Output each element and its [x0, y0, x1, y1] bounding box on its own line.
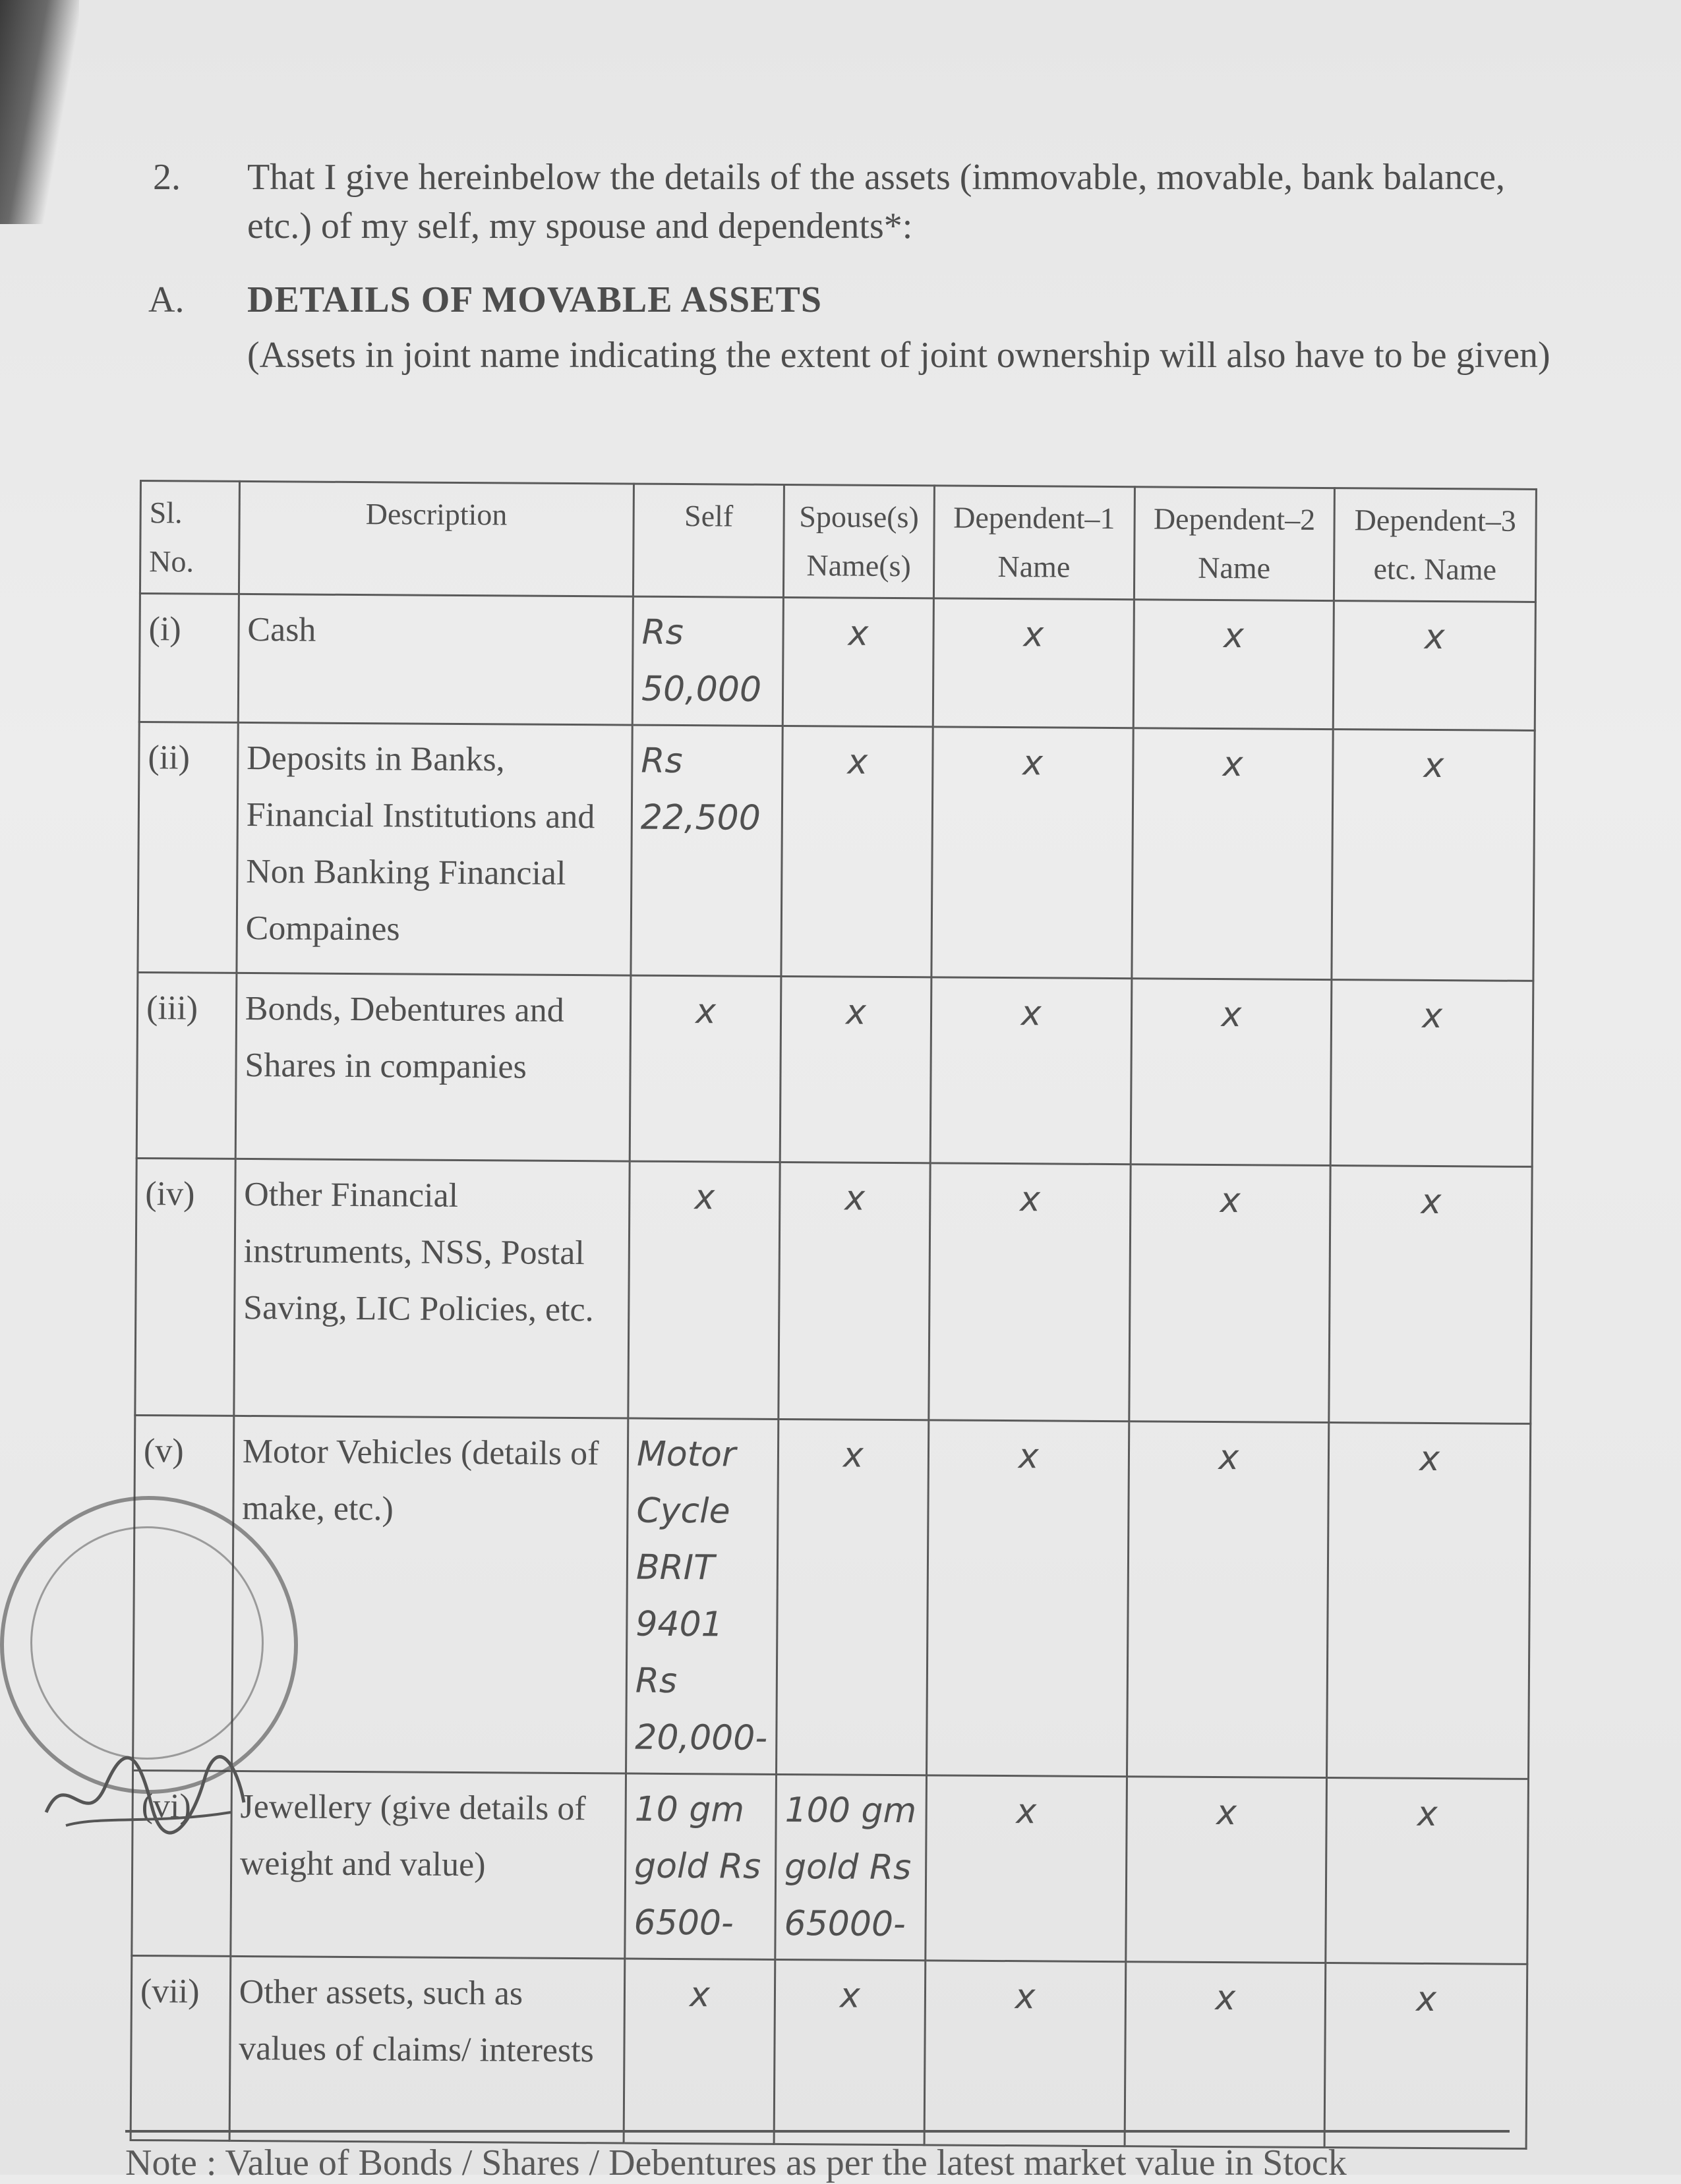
- cell-dependent-2: x: [1125, 1962, 1326, 2148]
- cell-dependent-3: x: [1333, 601, 1535, 731]
- column-header-dependent-2: Dependent–2 Name: [1134, 487, 1335, 601]
- cell-spouse: x: [779, 1162, 930, 1420]
- row-description: Other assets, such as values of claims/ interests: [229, 1956, 625, 2143]
- row-sl-no: (ii): [138, 722, 238, 973]
- cell-self: Motor Cycle BRIT 9401 Rs 20,000-: [626, 1418, 779, 1774]
- notary-signature: [40, 1740, 251, 1839]
- table-row: [138, 722, 1535, 981]
- table-row: [135, 1158, 1532, 1423]
- column-header-dependent-3: Dependent–3 etc. Name: [1334, 488, 1537, 602]
- notary-stamp-inner-ring: [30, 1526, 264, 1760]
- footnote-rule: [125, 2130, 1510, 2133]
- cell-dependent-1: x: [926, 1775, 1127, 1962]
- cell-self: x: [630, 975, 781, 1162]
- table-row: [131, 1955, 1527, 2148]
- cell-dependent-2: x: [1129, 1164, 1330, 1423]
- cell-dependent-2: x: [1131, 728, 1333, 980]
- cell-dependent-3: x: [1329, 1166, 1532, 1424]
- paragraph-number: 2.: [153, 157, 181, 198]
- table-row: [136, 972, 1533, 1166]
- row-description: Other Financial instruments, NSS, Postal Saving, LIC Policies, etc.: [234, 1159, 630, 1418]
- table-header-row: [140, 481, 1536, 602]
- cell-dependent-1: x: [924, 1961, 1125, 2146]
- table-row: [132, 1770, 1529, 1964]
- cell-spouse: x: [777, 1419, 929, 1775]
- row-sl-no: (iii): [136, 972, 237, 1159]
- cell-spouse: x: [781, 726, 933, 977]
- paragraph-text: That I give hereinbelow the details of the assets (immovable, movable, bank balance, etc.) of my self, my spouse and dependents*:: [247, 157, 1506, 246]
- cell-spouse: x: [782, 597, 933, 726]
- column-header-sl-no: Sl. No.: [140, 481, 239, 594]
- column-header-self: Self: [633, 484, 784, 597]
- cell-spouse: x: [774, 1959, 926, 2144]
- row-description: Cash: [238, 594, 633, 725]
- cell-dependent-1: x: [929, 1163, 1131, 1422]
- scan-corner-shadow: [0, 0, 79, 224]
- table-row: [133, 1415, 1531, 1779]
- cell-dependent-1: x: [931, 727, 1133, 979]
- row-description: Jewellery (give details of weight and value): [231, 1771, 626, 1959]
- cell-dependent-3: x: [1326, 1778, 1528, 1965]
- cell-dependent-2: x: [1131, 979, 1332, 1166]
- row-sl-no: (iv): [135, 1158, 235, 1416]
- row-sl-no: (v): [133, 1415, 234, 1771]
- cell-dependent-3: x: [1324, 1963, 1527, 2149]
- cell-dependent-3: x: [1330, 980, 1533, 1167]
- cell-self: Rs 50,000: [632, 596, 783, 726]
- row-sl-no: (vii): [131, 1955, 231, 2141]
- cell-dependent-1: x: [930, 977, 1131, 1164]
- column-header-dependent-1: Dependent–1 Name: [933, 486, 1135, 600]
- column-header-spouse: Spouse(s) Name(s): [783, 484, 934, 598]
- cell-dependent-2: x: [1127, 1422, 1329, 1778]
- movable-assets-table: [130, 480, 1537, 2150]
- section-letter: A.: [148, 279, 185, 320]
- table-row: [139, 594, 1535, 731]
- section-note: (Assets in joint name indicating the extent of joint ownership will also have to be given): [247, 335, 1550, 376]
- cell-dependent-2: x: [1125, 1777, 1326, 1963]
- row-description: Bonds, Debentures and Shares in companies: [235, 973, 631, 1161]
- cell-spouse: x: [780, 976, 931, 1163]
- column-header-description: Description: [239, 481, 634, 596]
- footnote-text: Note : Value of Bonds / Shares / Debentures as per the latest market value in Stock: [125, 2142, 1347, 2183]
- cell-dependent-3: x: [1327, 1423, 1531, 1779]
- cell-self: Rs 22,500: [631, 725, 782, 976]
- cell-dependent-1: x: [926, 1420, 1129, 1777]
- row-description: Motor Vehicles (details of make, etc.): [231, 1416, 628, 1773]
- section-title: DETAILS OF MOVABLE ASSETS: [247, 279, 823, 320]
- row-sl-no: (i): [139, 594, 239, 723]
- cell-self: x: [628, 1161, 780, 1419]
- row-sl-no: (vi): [132, 1770, 232, 1956]
- cell-spouse: 100 gm gold Rs 65000-: [775, 1774, 927, 1960]
- cell-dependent-2: x: [1133, 600, 1334, 730]
- cell-dependent-3: x: [1332, 730, 1535, 981]
- row-description: Deposits in Banks, Financial Institutions and Non Banking Financial Compaines: [237, 722, 633, 975]
- cell-self: x: [624, 1959, 775, 2144]
- cell-dependent-1: x: [933, 598, 1134, 728]
- cell-self: 10 gm gold Rs 6500-: [625, 1773, 777, 1959]
